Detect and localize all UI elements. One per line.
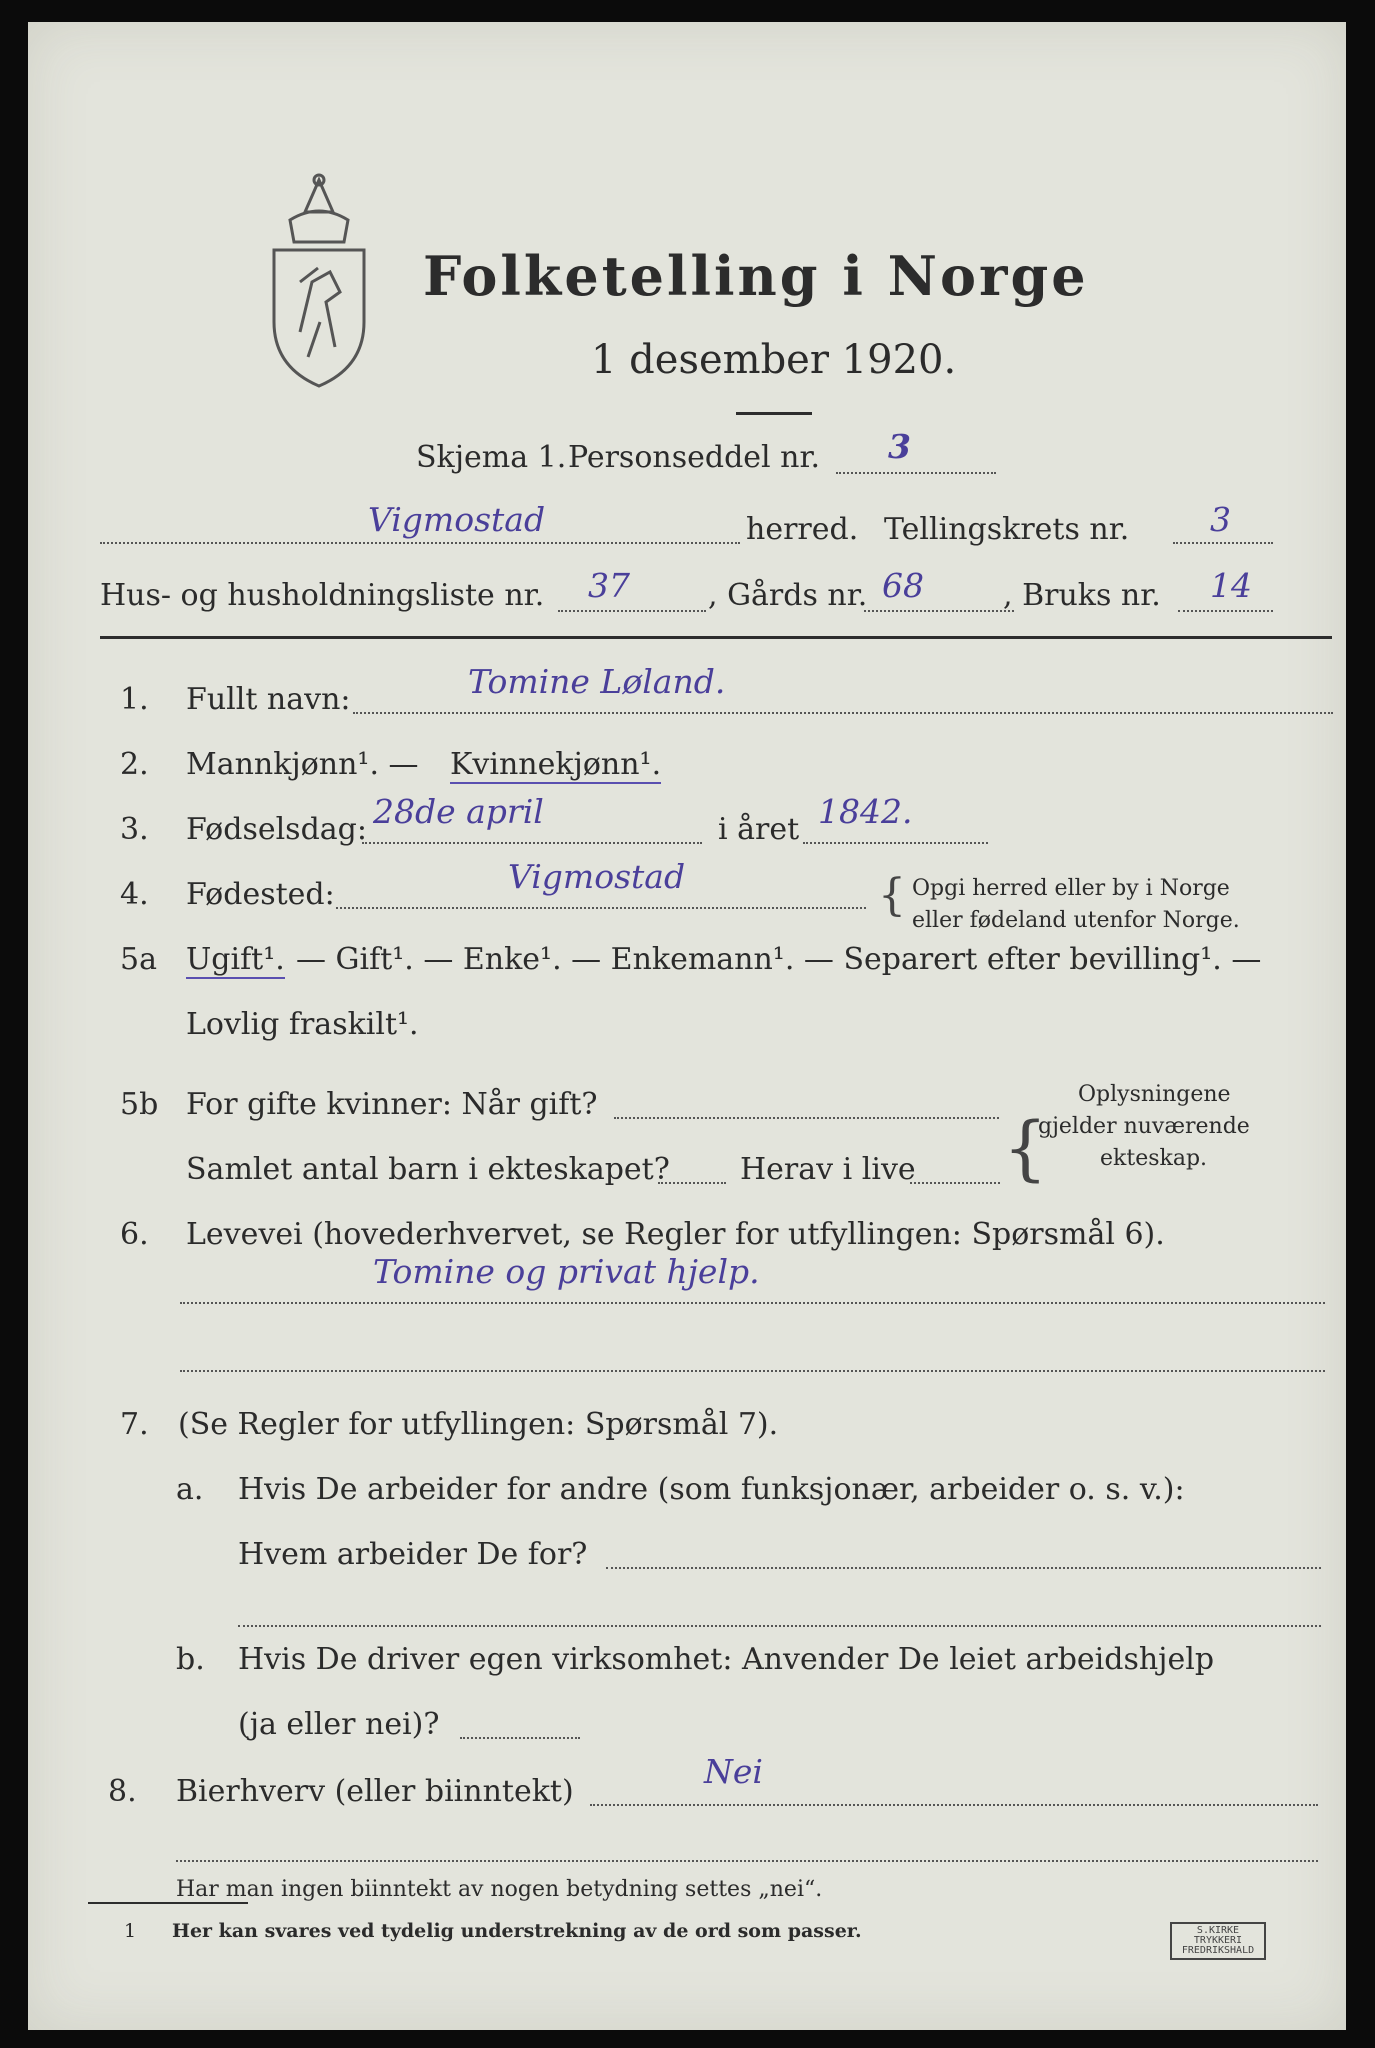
q7-label: (Se Regler for utfyllingen: Spørsmål 7). xyxy=(178,1407,779,1442)
gards-number[interactable]: 68 xyxy=(882,566,924,605)
husholdningsliste-number[interactable]: 37 xyxy=(588,566,630,605)
full-name-value[interactable]: Tomine Løland. xyxy=(468,662,726,701)
bruks-label: , Bruks nr. xyxy=(1003,578,1161,613)
q5b-children-label: Samlet antal barn i ekteskapet? xyxy=(186,1152,670,1187)
bruks-number[interactable]: 14 xyxy=(1210,566,1252,605)
schema-label: Skjema 1. xyxy=(416,440,567,475)
husholdningsliste-label: Hus- og husholdningsliste nr. xyxy=(100,578,545,613)
herred-value[interactable]: Vigmostad xyxy=(368,500,546,539)
header-rule xyxy=(100,636,1332,639)
printer-stamp: S.KIRKE TRYKKERI FREDRIKSHALD xyxy=(1170,1922,1266,1960)
q7b-label: Hvis De driver egen virksomhet: Anvender De leiet arbeidshjelp xyxy=(238,1642,1215,1677)
census-date: 1 desember 1920. xyxy=(591,337,957,383)
q5b-note-line2: gjelder nuværende xyxy=(1038,1114,1250,1139)
q4-label: Fødested: xyxy=(186,877,335,912)
birthday-value[interactable]: 28de april xyxy=(373,792,544,831)
q4-number: 4. xyxy=(120,877,149,912)
status-other-options[interactable]: — Gift¹. — Enke¹. — Enkemann¹. — Separert efter bevilling¹. — xyxy=(296,942,1262,977)
q1-label: Fullt navn: xyxy=(186,682,351,717)
q7-number: 7. xyxy=(120,1407,149,1442)
coat-of-arms-icon xyxy=(260,172,378,392)
gender-male-option[interactable]: Mannkjønn¹. — xyxy=(186,747,419,782)
occupation-value[interactable]: Tomine og privat hjelp. xyxy=(373,1252,760,1291)
q3-number: 3. xyxy=(120,812,149,847)
birthplace-value[interactable]: Vigmostad xyxy=(508,857,686,896)
tellingskrets-number[interactable]: 3 xyxy=(1210,500,1231,539)
q7a-letter: a. xyxy=(176,1472,204,1507)
tellingskrets-label: Tellingskrets nr. xyxy=(884,512,1130,547)
footnote-marker: 1 xyxy=(124,1920,137,1942)
herred-label: herred. xyxy=(746,512,859,547)
q6-number: 6. xyxy=(120,1217,149,1252)
birth-year-value[interactable]: 1842. xyxy=(818,792,913,831)
q8-note: Har man ingen biinntekt av nogen betydning settes „nei“. xyxy=(176,1877,823,1902)
q7a-employer-label: Hvem arbeider De for? xyxy=(238,1537,588,1572)
q1-number: 1. xyxy=(120,682,149,717)
q5a-number: 5a xyxy=(120,942,157,977)
q3-label: Fødselsdag: xyxy=(186,812,367,847)
q5b-number: 5b xyxy=(120,1087,159,1122)
form-title: Folketelling i Norge xyxy=(423,244,1089,308)
q8-label: Bierhverv (eller biinntekt) xyxy=(176,1774,574,1809)
q2-number: 2. xyxy=(120,747,149,782)
personseddel-label: Personseddel nr. xyxy=(568,440,821,475)
status-divorced-option[interactable]: Lovlig fraskilt¹. xyxy=(186,1007,419,1042)
q4-note-line2: eller fødeland utenfor Norge. xyxy=(912,908,1240,933)
q5b-note-line3: ekteskap. xyxy=(1100,1146,1208,1171)
gards-label: , Gårds nr. xyxy=(708,578,868,613)
census-form-page: Folketelling i Norge 1 desember 1920. Skjema 1. Personseddel nr. 3 Vigmostad herred. Tellingskrets nr. 3 Hus- og husholdningsliste nr. 37 , Gårds nr. 68 , Bruks nr. 14 1. Fullt navn: Tomine Løland. 2. Mannkjønn¹. — Kvinnekjønn¹. 3. Fødselsdag: 28de april i året 1842. 4. Fødested: Vigmostad { Opgi herred eller by i Norge eller fødeland utenfor Norge. 5a Ugift¹. — Gift¹. — Enke¹. — Enkemann¹. — Separert efter bevilling¹. — Lovlig fraskilt¹. 5b For gifte kvinner: Når gift? Samlet antal barn i ekteskapet? Herav i live { Oplysningene gjelder nuværende ekteskap. 6. Levevei (hovederhvervet, se Regler for utfyllingen: Spørsmål 6). Tomine og privat hjelp. 7. (Se Regler for utfyllingen: Spørsmål 7). a. Hvis De arbeider for andre (som funksjonær, arbeider o. s. v.): Hvem arbeider De for? b. Hvis De driver egen virksomhet: Anvender De leiet arbeidshjelp (ja eller nei)? 8. Bierhverv (eller biinntekt) Nei Har man ingen biinntekt av nogen betydning settes „nei“. 1 Her kan svares ved tydelig understrekning av de ord som passer. S.KIRKE TRYKKERI FREDRIKSHALD xyxy=(28,22,1346,2030)
status-unmarried-option[interactable]: Ugift¹. xyxy=(186,942,285,977)
footnote-text: Her kan svares ved tydelig understrekning av de ord som passer. xyxy=(172,1920,862,1942)
q5b-note-line1: Oplysningene xyxy=(1078,1082,1231,1107)
gender-female-option[interactable]: Kvinnekjønn¹. xyxy=(450,747,662,782)
q6-label: Levevei (hovederhvervet, se Regler for utfyllingen: Spørsmål 6). xyxy=(186,1217,1165,1252)
q5b-label: For gifte kvinner: Når gift? xyxy=(186,1087,598,1122)
personseddel-number[interactable]: 3 xyxy=(888,427,911,466)
side-income-value[interactable]: Nei xyxy=(704,1752,763,1791)
q8-number: 8. xyxy=(108,1774,137,1809)
q5b-alive-label: Herav i live xyxy=(740,1152,916,1187)
q7b-letter: b. xyxy=(176,1642,205,1677)
title-divider xyxy=(736,412,812,415)
footnote-rule xyxy=(88,1902,248,1904)
q4-note-line1: Opgi herred eller by i Norge xyxy=(912,876,1230,901)
q7b-yesno-label: (ja eller nei)? xyxy=(238,1707,440,1742)
q3-year-label: i året xyxy=(718,812,800,847)
q7a-label: Hvis De arbeider for andre (som funksjonær, arbeider o. s. v.): xyxy=(238,1472,1185,1507)
